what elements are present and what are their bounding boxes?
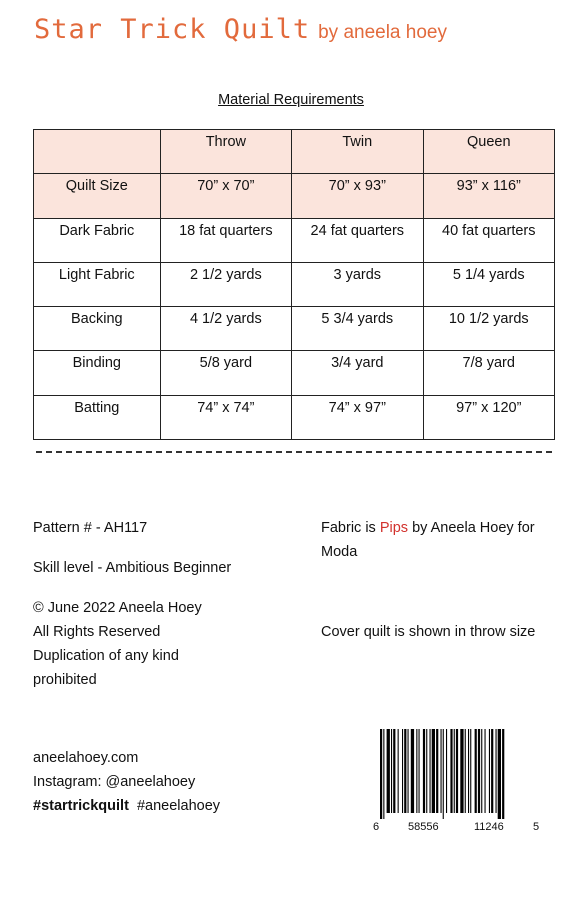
duplication-line: Duplication of any kind <box>33 648 179 664</box>
row-label: Quilt Size <box>34 174 161 218</box>
table-cell: 18 fat quarters <box>160 218 291 262</box>
pattern-name: Star Trick Quilt <box>34 14 311 45</box>
row-label: Backing <box>34 307 161 351</box>
material-requirements-table <box>33 129 555 440</box>
barcode-digits-right: 11246 <box>474 821 504 833</box>
table-row <box>34 395 555 439</box>
barcode-digit-start: 6 <box>373 821 380 833</box>
table-header-cell <box>34 130 161 174</box>
barcode-digits-left: 58556 <box>408 821 439 833</box>
row-label: Light Fabric <box>34 262 161 306</box>
table-cell: 70” x 93” <box>292 174 423 218</box>
table-cell: 10 1/2 yards <box>423 307 554 351</box>
hashtag-designer: #aneelahoey <box>136 798 221 814</box>
table-header-row <box>34 130 555 174</box>
row-label: Binding <box>34 351 161 395</box>
table-row <box>34 262 555 306</box>
quilt-title <box>34 14 447 45</box>
table-cell: 7/8 yard <box>423 351 554 395</box>
designer-byline: by aneela hoey <box>318 22 447 43</box>
section-heading: Material Requirements <box>218 92 364 108</box>
cover-quilt-note: Cover quilt is shown in throw size <box>321 624 536 640</box>
table-row <box>34 307 555 351</box>
table-cell: 4 1/2 yards <box>160 307 291 351</box>
row-label: Batting <box>34 395 161 439</box>
fabric-maker: Moda <box>321 544 358 560</box>
table-row <box>34 218 555 262</box>
barcode-digit-end: 5 <box>533 821 540 833</box>
table-header-cell: Queen <box>423 130 554 174</box>
website-link[interactable]: aneelahoey.com <box>33 750 139 766</box>
table-cell: 2 1/2 yards <box>160 262 291 306</box>
row-label: Dark Fabric <box>34 218 161 262</box>
barcode-image <box>380 729 544 819</box>
table-cell: 70” x 70” <box>160 174 291 218</box>
table-row <box>34 174 555 218</box>
instagram-handle[interactable]: Instagram: @aneelahoey <box>33 774 196 790</box>
hashtag-quilt: #startrickquilt <box>33 798 129 814</box>
duplication-line-2: prohibited <box>33 672 97 688</box>
copyright-line: © June 2022 Aneela Hoey <box>33 600 202 616</box>
table-header-cell: Twin <box>292 130 423 174</box>
table-cell: 24 fat quarters <box>292 218 423 262</box>
table-cell: 40 fat quarters <box>423 218 554 262</box>
fabric-info <box>321 516 535 540</box>
table-cell: 5/8 yard <box>160 351 291 395</box>
table-cell: 3 yards <box>292 262 423 306</box>
pattern-number: Pattern # - AH117 <box>33 520 148 536</box>
skill-level: Skill level - Ambitious Beginner <box>33 560 232 576</box>
fabric-name: Pips <box>379 520 409 536</box>
hashtags <box>33 794 220 818</box>
table-cell: 5 3/4 yards <box>292 307 423 351</box>
cut-line-divider <box>36 451 552 453</box>
fabric-prefix: Fabric is <box>321 520 380 536</box>
table-cell: 97” x 120” <box>423 395 554 439</box>
fabric-suffix: by Aneela Hoey for <box>408 520 535 536</box>
table-cell: 74” x 74” <box>160 395 291 439</box>
rights-line: All Rights Reserved <box>33 624 161 640</box>
table-row <box>34 351 555 395</box>
table-header-cell: Throw <box>160 130 291 174</box>
table-cell: 3/4 yard <box>292 351 423 395</box>
table-cell: 74” x 97” <box>292 395 423 439</box>
table-cell: 93” x 116” <box>423 174 554 218</box>
table-cell: 5 1/4 yards <box>423 262 554 306</box>
